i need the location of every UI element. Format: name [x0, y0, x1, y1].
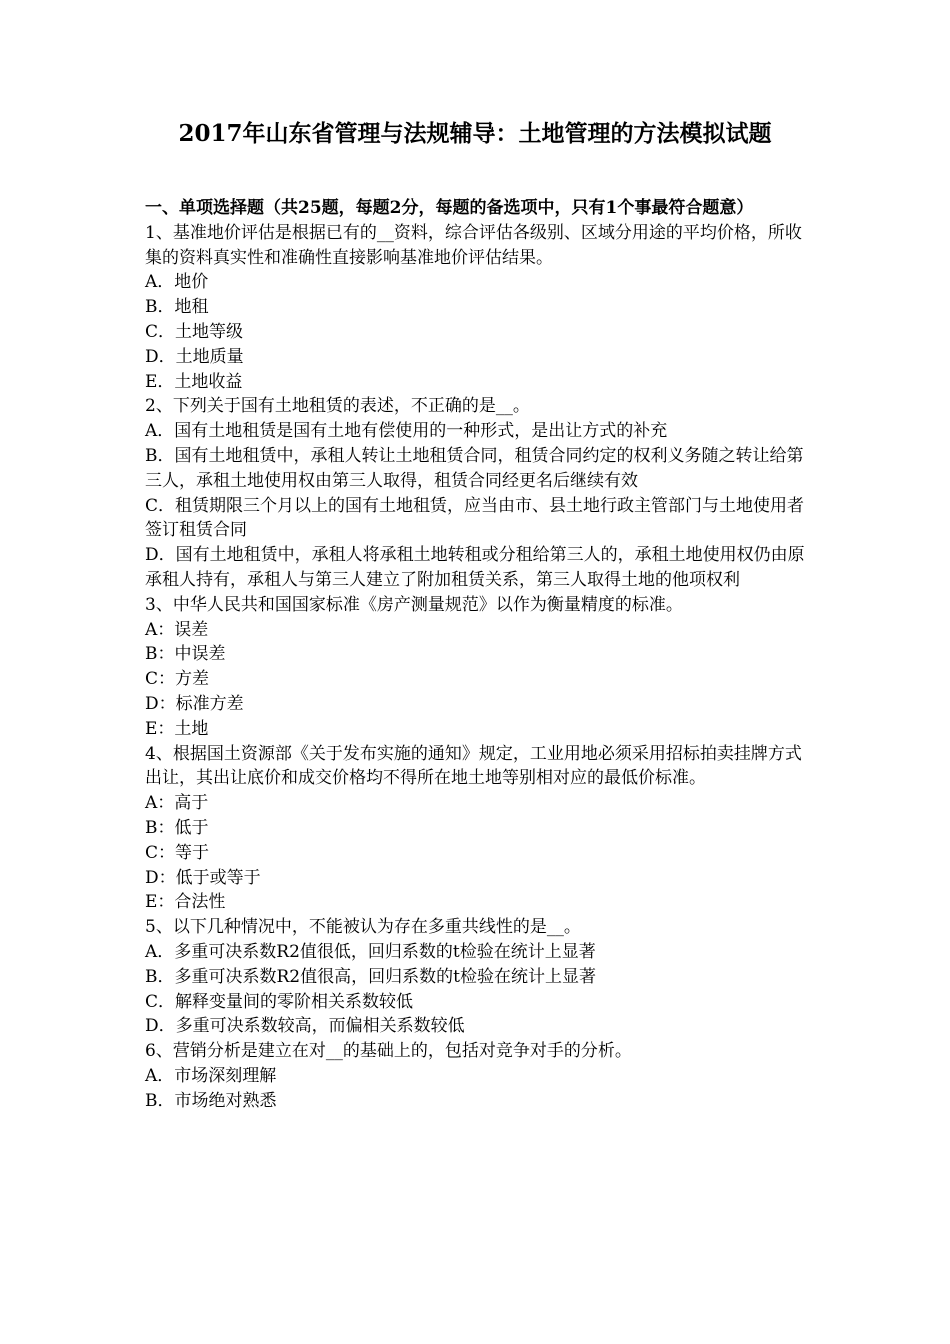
option-b: B：中误差: [145, 644, 226, 665]
option-c: C．解释变量间的零阶相关系数较低: [145, 991, 414, 1012]
question-stem: 2、下列关于国有土地租赁的表述，不正确的是__。: [145, 396, 530, 417]
question-3: [145, 593, 813, 742]
question-stem: 3、中华人民共和国国家标准《房产测量规范》以作为衡量精度的标准。: [145, 594, 683, 615]
question-2: [145, 394, 813, 592]
question-6: [145, 1039, 813, 1113]
question-stem: 6、营销分析是建立在对__的基础上的，包括对竞争对手的分析。: [145, 1041, 632, 1062]
option-e: E．土地收益: [145, 371, 243, 392]
option-b: B．多重可决系数R2值很高，回归系数的t检验在统计上显著: [145, 966, 596, 987]
document-title: 2017年山东省管理与法规辅导：土地管理的方法模拟试题: [178, 120, 772, 147]
section-heading: 一、单项选择题（共25题，每题2分，每题的备选项中，只有1个事最符合题意）: [145, 198, 754, 218]
document-body: [145, 196, 813, 1113]
option-c: C．土地等级: [145, 321, 244, 342]
option-c: C．租赁期限三个月以上的国有土地租赁，应当由市、县土地行政主管部门与土地使用者签订租赁合同: [145, 495, 805, 541]
option-d: D．土地质量: [145, 346, 244, 367]
option-a: A．地价: [145, 272, 209, 293]
option-d: D：标准方差: [145, 693, 244, 714]
option-b: B．地租: [145, 297, 209, 318]
question-4: [145, 742, 813, 916]
option-c: C：等于: [145, 842, 210, 863]
option-a: A．国有土地租赁是国有土地有偿使用的一种形式，是出让方式的补充: [145, 421, 668, 442]
option-a: A：高于: [145, 793, 209, 814]
option-b: B．市场绝对熟悉: [145, 1090, 277, 1111]
question-stem: 4、根据国土资源部《关于发布实施的通知》规定，工业用地必须采用招标拍卖挂牌方式出让，其出让底价和成交价格均不得所在地土地等别相对应的最低价标准。: [145, 743, 802, 789]
option-e: E：土地: [145, 718, 209, 739]
option-c: C：方差: [145, 669, 210, 690]
option-a: A．多重可决系数R2值很低，回归系数的t检验在统计上显著: [145, 941, 596, 962]
option-a: A：误差: [145, 619, 209, 640]
question-stem: 1、基准地价评估是根据已有的__资料，综合评估各级别、区域分用途的平均价格，所收集的资料真实性和准确性直接影响基准地价评估结果。: [145, 222, 802, 268]
option-b: B：低于: [145, 817, 209, 838]
question-1: [145, 221, 813, 395]
question-5: [145, 915, 813, 1039]
option-d: D．多重可决系数较高，而偏相关系数较低: [145, 1016, 465, 1037]
option-d: D．国有土地租赁中，承租人将承租土地转租或分租给第三人的，承租土地使用权仍由原承租人持有，承租人与第三人建立了附加租赁关系，第三人取得土地的他项权利: [145, 545, 805, 590]
option-e: E：合法性: [145, 892, 226, 913]
question-stem: 5、以下几种情况中，不能被认为存在多重共线性的是__。: [145, 917, 581, 938]
option-b: B．国有土地租赁中，承租人转让土地租赁合同，租赁合同约定的权利义务随之转让给第三人，承租土地使用权由第三人取得，租赁合同经更名后继续有效: [145, 445, 804, 491]
option-d: D：低于或等于: [145, 867, 261, 888]
option-a: A．市场深刻理解: [145, 1065, 277, 1086]
